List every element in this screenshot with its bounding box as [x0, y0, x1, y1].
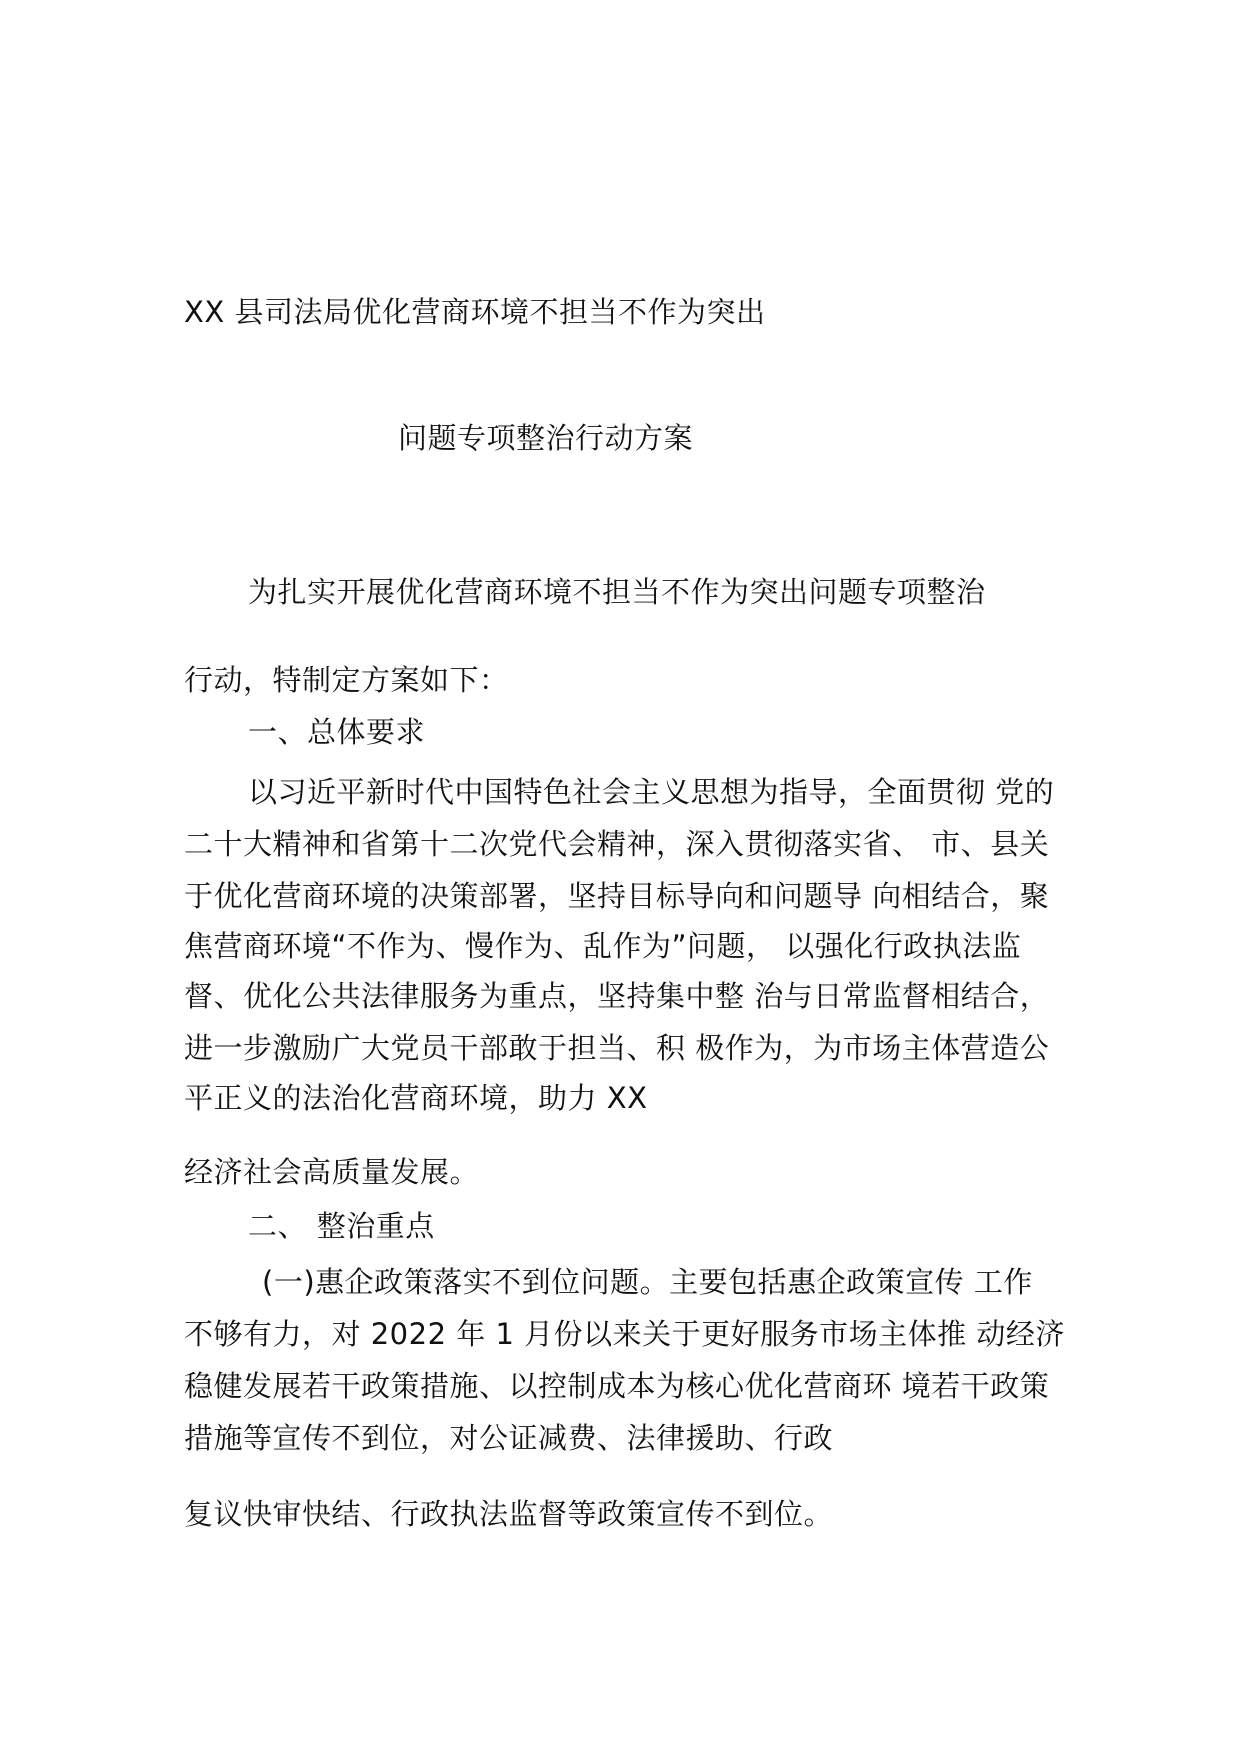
section1-paragraph-line: 督、优化公共法律服务为重点，坚持集中整 治与日常监督相结合， [184, 979, 1050, 1013]
section1-paragraph-line: 平正义的法治化营商环境，助力 XX [184, 1081, 648, 1115]
section2-paragraph-line: 不够有力，对 2022 年 1 月份以来关于更好服务市场主体推 动经济 [184, 1317, 1065, 1351]
section1-paragraph-line: 二十大精神和省第十二次党代会精神，深入贯彻落实省、 市、县关 [184, 827, 1050, 861]
section2-paragraph-line: 稳健发展若干政策措施、以控制成本为核心优化营商环 境若干政策 [184, 1369, 1050, 1403]
section2-paragraph-line: 复议快审快结、行政执法监督等政策宣传不到位。 [184, 1497, 834, 1531]
section1-paragraph-line: 经济社会高质量发展。 [184, 1155, 480, 1189]
section-heading-general-requirements: 一、总体要求 [248, 715, 426, 749]
section1-paragraph-line: 焦营商环境“不作为、慢作为、乱作为”问题， 以强化行政执法监 [184, 929, 1022, 963]
intro-paragraph-line-2: 行动，特制定方案如下： [184, 663, 509, 697]
section2-paragraph-line: 措施等宣传不到位，对公证减费、法律援助、行政 [184, 1421, 834, 1455]
document-title-line-2: 问题专项整治行动方案 [398, 421, 694, 455]
section-heading-key-points: 二、 整治重点 [248, 1209, 435, 1243]
section1-paragraph-line: 以习近平新时代中国特色社会主义思想为指导，全面贯彻 党的 [248, 775, 1055, 809]
section2-paragraph-line: (一)惠企政策落实不到位问题。主要包括惠企政策宣传 工作 [262, 1265, 1033, 1299]
intro-paragraph-line-1: 为扎实开展优化营商环境不担当不作为突出问题专项整治 [248, 575, 986, 609]
document-title-line-1: XX 县司法局优化营商环境不担当不作为突出 [184, 295, 766, 329]
section1-paragraph-line: 于优化营商环境的决策部署，坚持目标导向和问题导 向相结合，聚 [184, 879, 1050, 913]
section1-paragraph-line: 进一步激励广大党员干部敢于担当、积 极作为，为市场主体营造公 [184, 1031, 1050, 1065]
